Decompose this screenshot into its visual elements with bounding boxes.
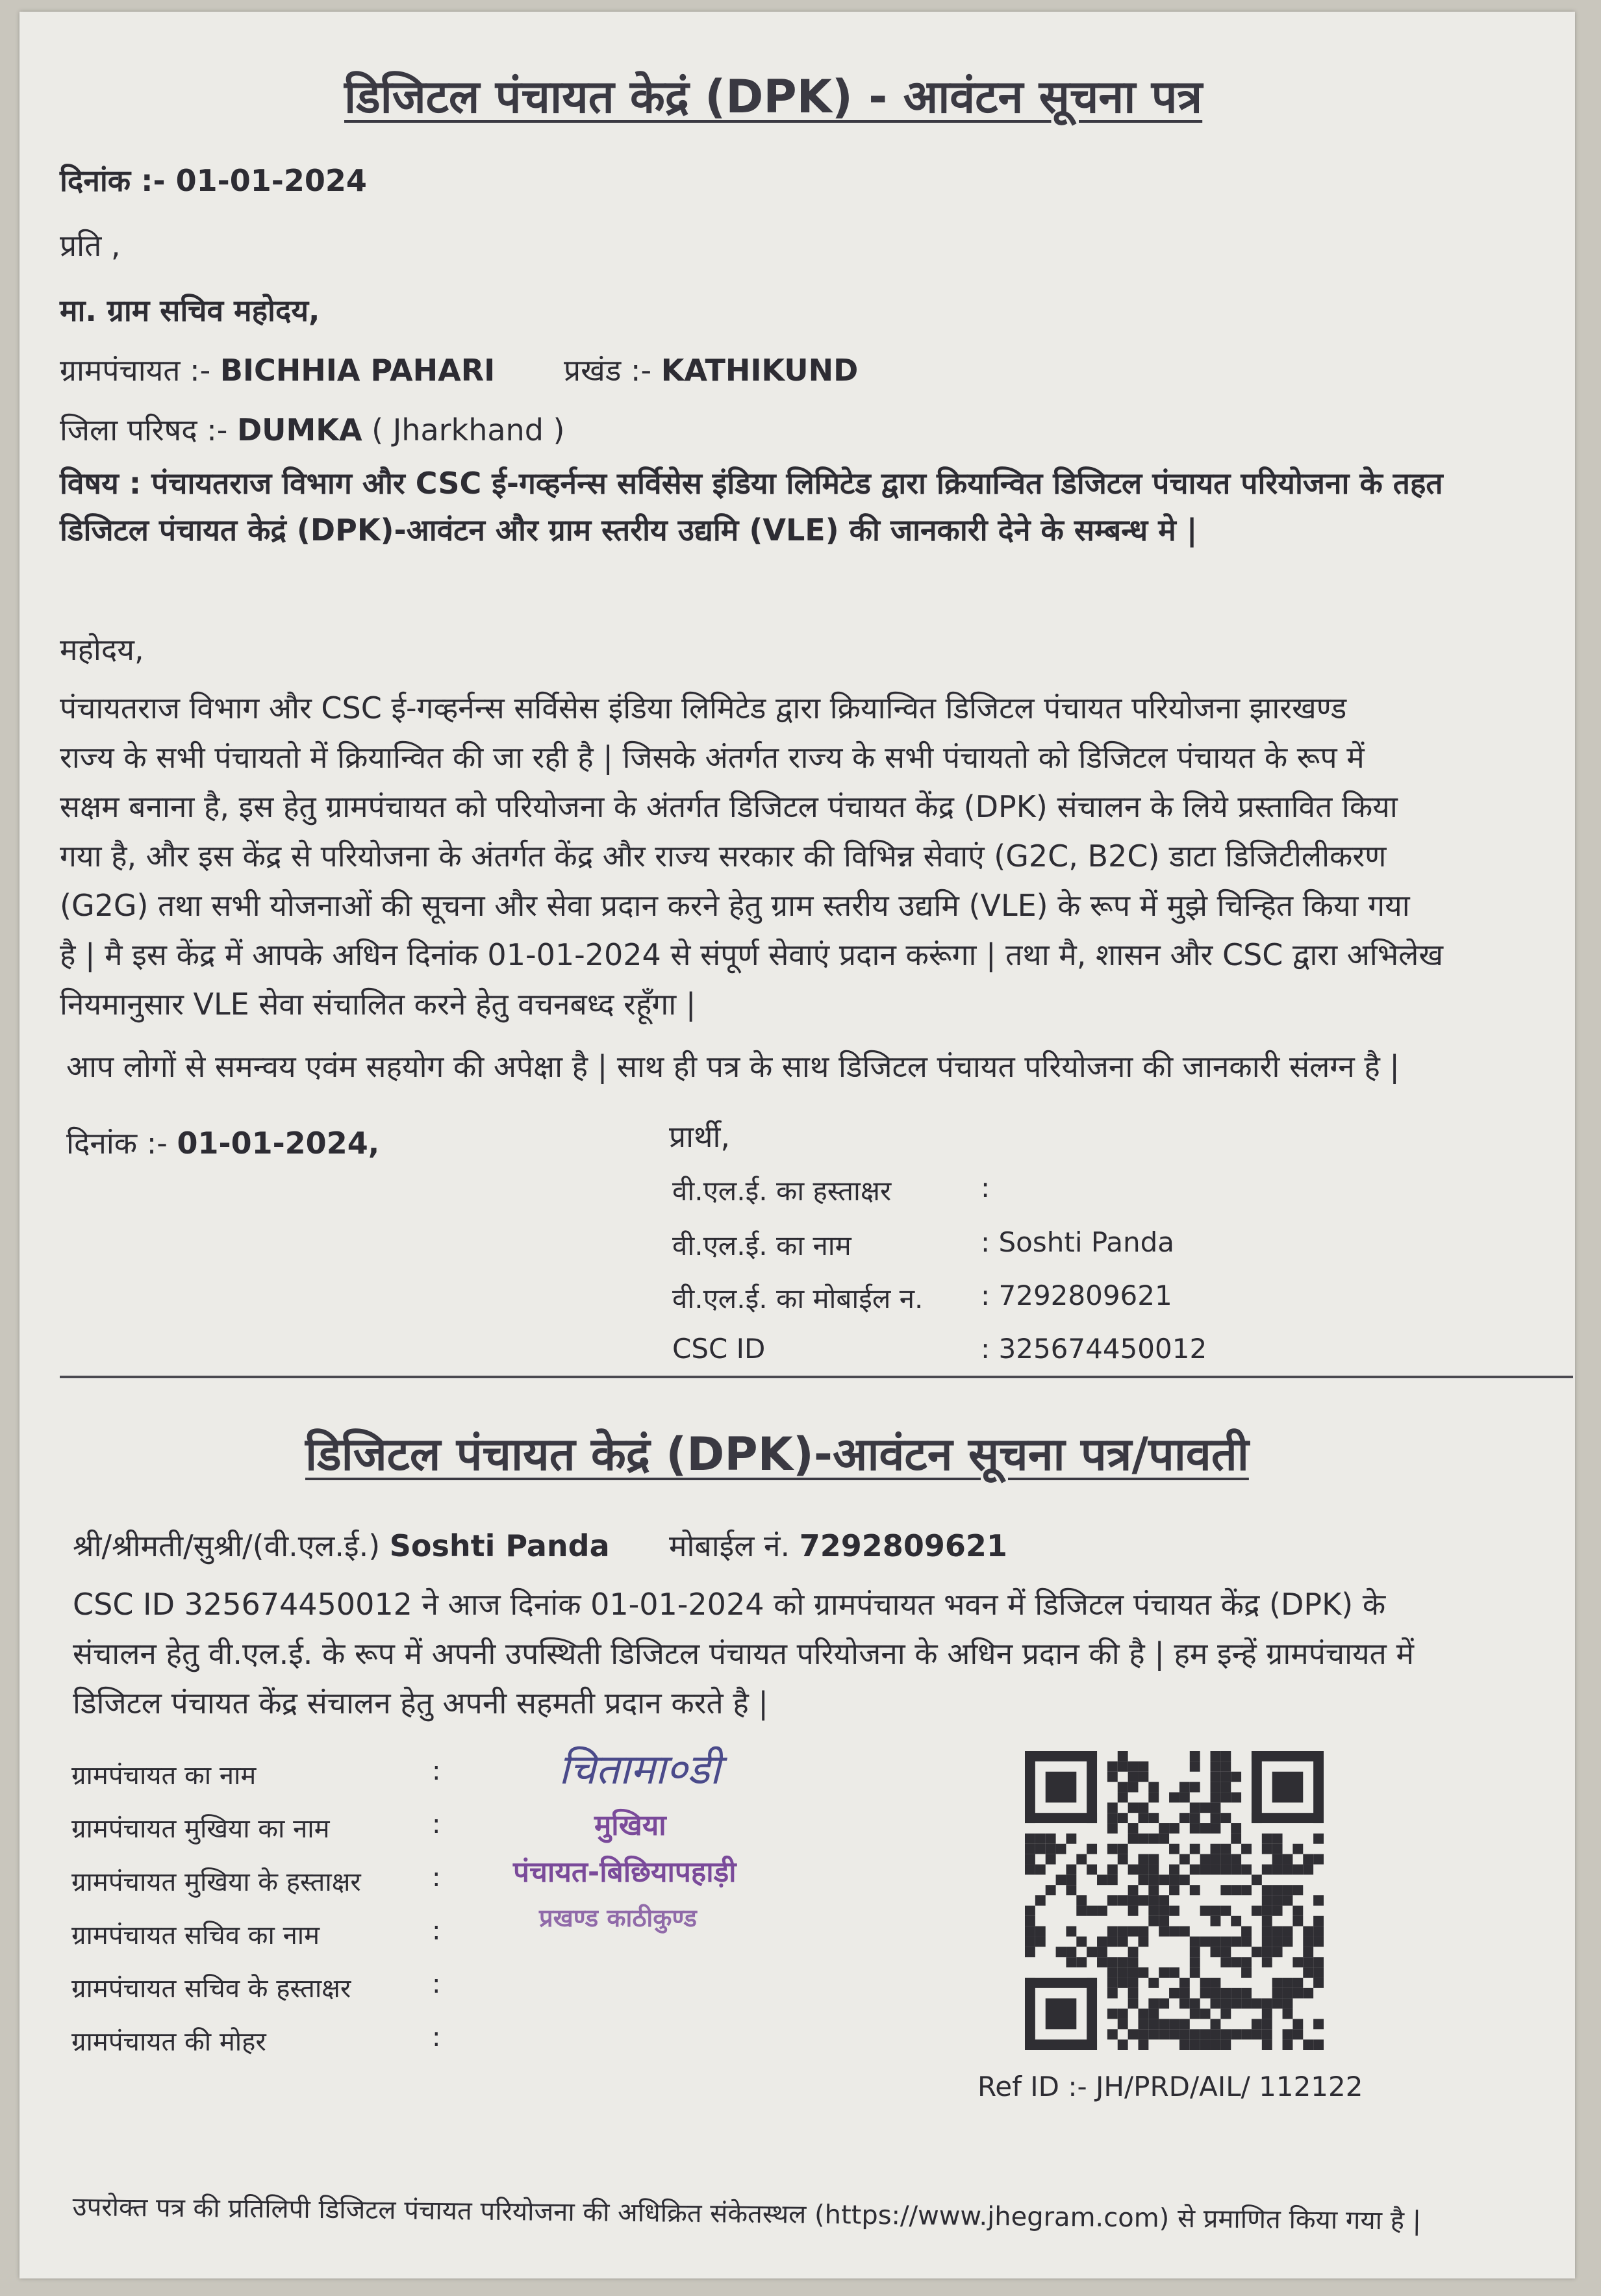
body-line-3: सक्षम बनाना है, इस हेतु ग्रामपंचायत को परियोजना के अंतर्गत डिजिटल पंचायत केंद्र (DPK) संचालन के लिये प्रस्तावित किया bbox=[60, 789, 1398, 824]
vle-signature-label: वी.एल.ई. का हस्ताक्षर bbox=[672, 1175, 892, 1207]
gp-value: BICHHIA PAHARI bbox=[220, 353, 496, 388]
name-prefix: श्री/श्रीमती/सुश्री/(वी.एल.ई.) bbox=[73, 1528, 381, 1563]
district-value: DUMKA bbox=[236, 412, 362, 448]
body-line-4: गया है, और इस केंद्र से परियोजना के अंतर्गत केंद्र और राज्य सरकार की विभिन्न सेवाएं (G2C, B2C) डाटा डिजिटीलीकरण bbox=[60, 839, 1387, 874]
name-value: Soshti Panda bbox=[389, 1528, 610, 1563]
greeting: महोदय, bbox=[60, 632, 144, 667]
csc-id-value: : 325674450012 bbox=[981, 1333, 1207, 1365]
mobile-value: 7292809621 bbox=[799, 1528, 1007, 1563]
handwritten-gp-name: चितामा०डी bbox=[559, 1746, 721, 1794]
vle-name-value: : Soshti Panda bbox=[981, 1226, 1175, 1258]
prati-line: प्रति , bbox=[60, 228, 121, 263]
letter-date: दिनांक :- 01-01-2024 bbox=[60, 163, 367, 198]
body-line-1: पंचायतराज विभाग और CSC ई-गव्हर्नन्स सर्विसेस इंडिया लिमिटेड द्वारा क्रियान्वित डिजिटल पंचायत परियोजना झारखण्ड bbox=[60, 690, 1347, 725]
sachiv-signature-colon: : bbox=[432, 1969, 441, 1999]
request-line: आप लोगों से समन्वय एवंम सहयोग की अपेक्षा है | साथ ही पत्र के साथ डिजिटल पंचायत परियोजना की जानकारी संलग्न है | bbox=[66, 1049, 1400, 1084]
addressee: मा. ग्राम सचिव महोदय, bbox=[60, 293, 320, 328]
receipt-title: डिजिटल पंचायत केद्रं (DPK)-आवंटन सूचना पत्र/पावती bbox=[305, 1428, 1249, 1481]
vle-mobile-value: : 7292809621 bbox=[981, 1280, 1172, 1311]
block-label: प्रखंड :- bbox=[564, 353, 652, 388]
vle-signature-value: : bbox=[981, 1172, 990, 1204]
vle-name-label: वी.एल.ई. का नाम bbox=[672, 1230, 851, 1261]
mobile-line bbox=[669, 1525, 1007, 1565]
mukhiya-signature-label: ग्रामपंचायत मुखिया के हस्ताक्षर bbox=[71, 1867, 361, 1897]
footer-note: उपरोक्त पत्र की प्रतिलिपी डिजिटल पंचायत परियोजना की अधिक्रित संकेतस्थल (https://www.jhegram.com) से प्रमाणित किया गया है | bbox=[72, 2191, 1422, 2236]
stamp-mukhiya: मुखिया bbox=[594, 1809, 666, 1842]
receipt-para-line-3: डिजिटल पंचायत केंद्र संचालन हेतु अपनी सहमती प्रदान करते है | bbox=[73, 1685, 768, 1721]
gp-name-colon: : bbox=[432, 1756, 441, 1786]
seal-label: ग्रामपंचायत की मोहर bbox=[71, 2027, 266, 2057]
stamp-block: प्रखण्ड काठीकुण्ड bbox=[539, 1904, 697, 1932]
district-label: जिला परिषद :- bbox=[60, 412, 228, 448]
letter-paper bbox=[19, 12, 1575, 2278]
block-line bbox=[564, 349, 858, 390]
csc-id-label: CSC ID bbox=[672, 1333, 766, 1365]
mukhiya-name-colon: : bbox=[432, 1810, 441, 1839]
mukhiya-name-label: ग्रामपंचायत मुखिया का नाम bbox=[71, 1814, 330, 1844]
district-state: ( Jharkhand ) bbox=[372, 412, 565, 448]
letter-title: डिजिटल पंचायत केद्रं (DPK) - आवंटन सूचना पत्र bbox=[344, 70, 1203, 123]
gram-panchayat-line bbox=[60, 349, 495, 390]
gp-name-label: ग्रामपंचायत का नाम bbox=[71, 1761, 257, 1791]
applicant-date bbox=[66, 1122, 379, 1163]
sachiv-name-colon: : bbox=[432, 1916, 441, 1946]
receipt-para-line-2: संचालन हेतु वी.एल.ई. के रूप में अपनी उपस्थिती डिजिटल पंचायत परियोजना के अधिन प्रदान की है | हम इन्हें ग्रामपंचायत में bbox=[73, 1636, 1415, 1671]
applicant-date-value: 01-01-2024, bbox=[177, 1126, 380, 1161]
qr-code bbox=[1025, 1751, 1324, 2050]
vle-mobile-label: वी.एल.ई. का मोबाईल न. bbox=[672, 1283, 924, 1315]
receipt-para-line-1: CSC ID 325674450012 ने आज दिनांक 01-01-2024 को ग्रामपंचायत भवन में डिजिटल पंचायत केंद्र (DPK) के bbox=[73, 1587, 1386, 1622]
applicant-date-label: दिनांक :- bbox=[66, 1126, 168, 1161]
sachiv-name-label: ग्रामपंचायत सचिव का नाम bbox=[71, 1921, 320, 1950]
subject-text: विषय : पंचायतराज विभाग और CSC ई-गव्हर्नन्स सर्विसेस इंडिया लिमिटेड द्वारा क्रियान्वित डिजिटल पंचायत परियोजना के तहत डिजिटल पंचायत केद्रं (DPK)-आवंटन और ग्राम स्तरीय उद्यमि (VLE) की जानकारी देने के सम्बन्ध मे | bbox=[60, 466, 1443, 548]
applicant-label: प्रार्थी, bbox=[669, 1119, 731, 1154]
body-line-7: नियमानुसार VLE सेवा संचालित करने हेतु वचनबध्द रहूँगा | bbox=[60, 987, 696, 1022]
body-line-6: है | मै इस केंद्र में आपके अधिन दिनांक 01-01-2024 से संपूर्ण सेवाएं प्रदान करूंगा | तथा मै, शासन और CSC द्वारा अभिलेख bbox=[60, 937, 1443, 972]
vle-name-line bbox=[73, 1525, 610, 1565]
body-line-2: राज्य के सभी पंचायतो में क्रियान्वित की जा रही है | जिसके अंतर्गत राज्य के सभी पंचायतो को डिजिटल पंचायत के रूप में bbox=[60, 740, 1365, 775]
ref-id: Ref ID :- JH/PRD/AIL/ 112122 bbox=[977, 2071, 1363, 2102]
district-line bbox=[60, 409, 564, 449]
mukhiya-signature-colon: : bbox=[432, 1863, 441, 1893]
gp-label: ग्रामपंचायत :- bbox=[60, 353, 211, 388]
sachiv-signature-label: ग्रामपंचायत सचिव के हस्ताक्षर bbox=[71, 1974, 351, 2004]
mobile-label: मोबाईल नं. bbox=[669, 1528, 790, 1563]
block-value: KATHIKUND bbox=[661, 353, 859, 388]
seal-colon: : bbox=[432, 2023, 441, 2052]
body-line-5: (G2G) तथा सभी योजनाओं की सूचना और सेवा प्रदान करने हेतु ग्राम स्तरीय उद्यमि (VLE) के रूप में मुझे चिन्हित किया गया bbox=[60, 888, 1410, 923]
section-divider bbox=[60, 1376, 1573, 1378]
stamp-panchayat: पंचायत-बिछियापहाड़ी bbox=[513, 1856, 737, 1889]
